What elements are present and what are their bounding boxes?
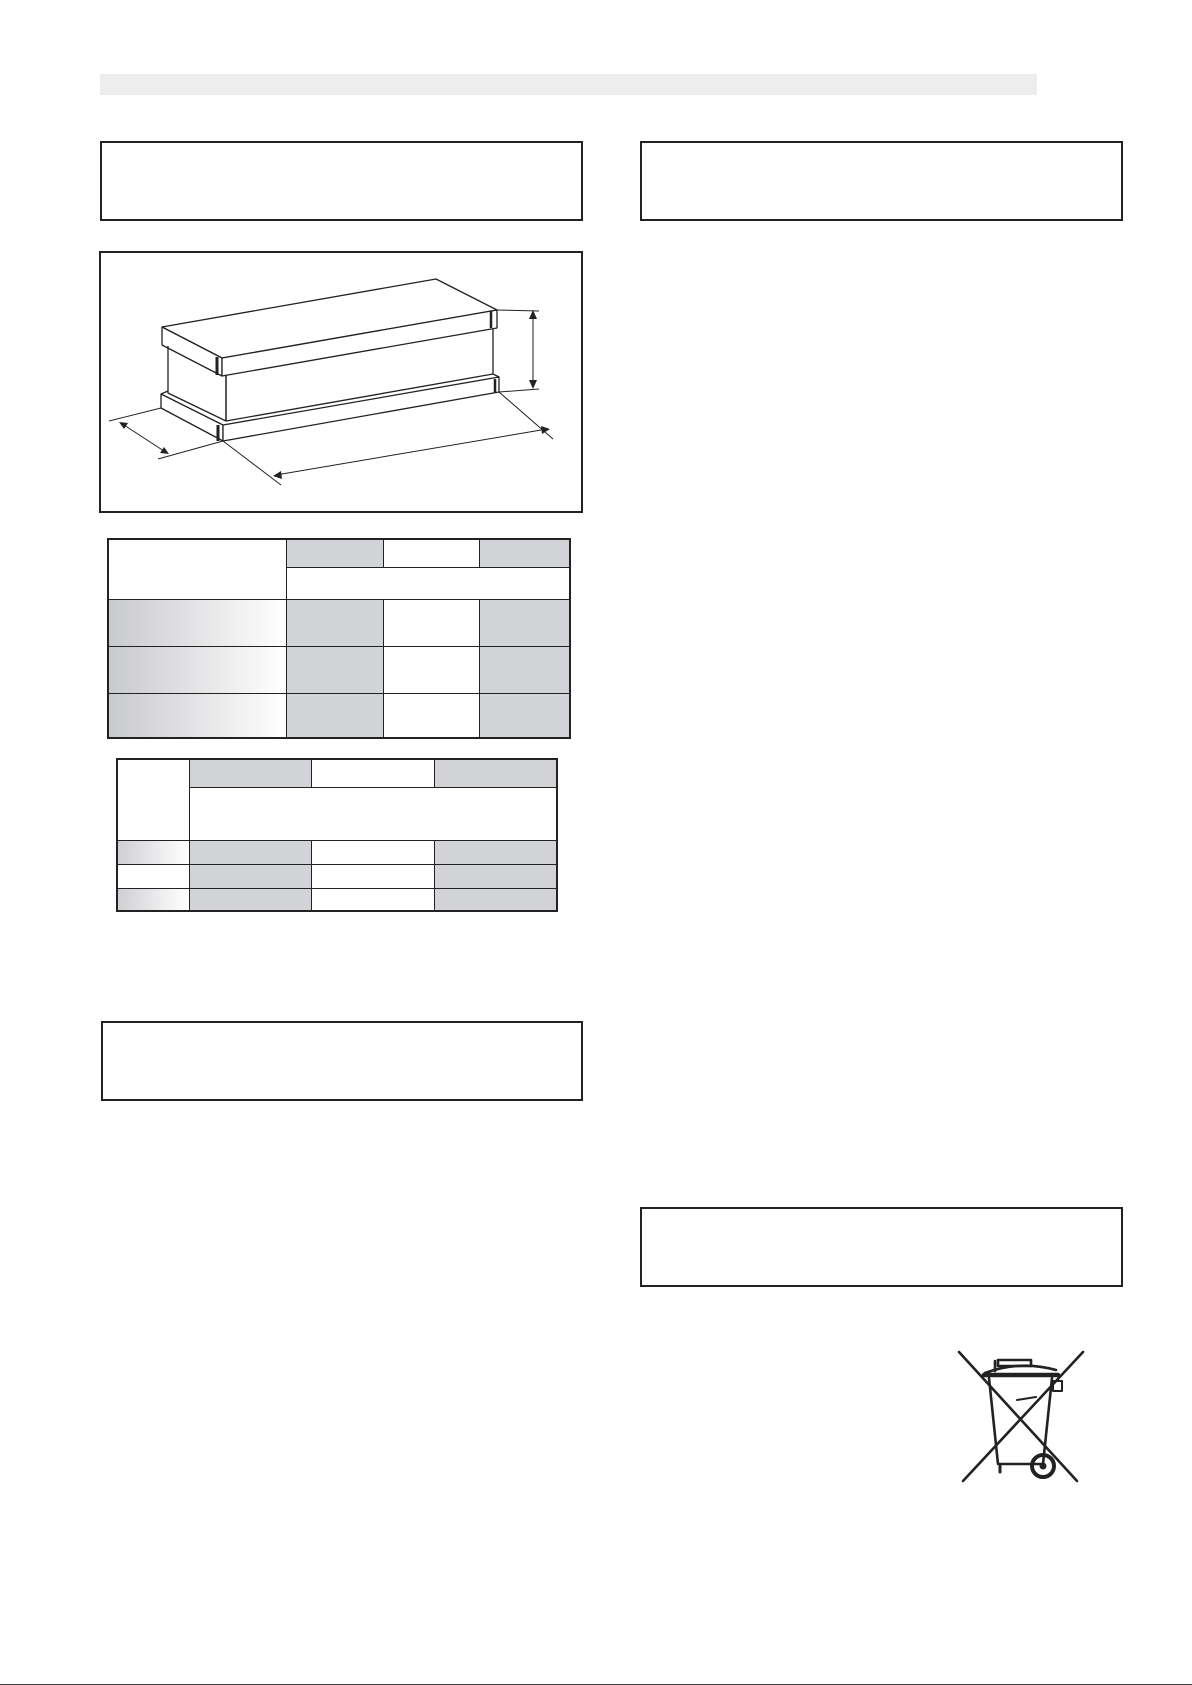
table-cell — [479, 693, 570, 738]
table-cell — [286, 693, 383, 738]
weee-symbol — [955, 1348, 1087, 1486]
table-cell — [479, 599, 570, 646]
table-cell — [311, 888, 434, 911]
table-header-cell — [108, 539, 286, 599]
table-cell — [434, 840, 557, 864]
packaging-box-dimensions-icon — [101, 253, 585, 515]
table-row — [108, 646, 570, 693]
table-row — [108, 599, 570, 646]
table-cell — [434, 888, 557, 911]
table-cell — [189, 840, 311, 864]
table-cell — [189, 888, 311, 911]
table-cell — [383, 693, 479, 738]
table-header-cell — [189, 759, 311, 787]
table-row-label — [117, 888, 189, 911]
section-heading-right-bottom — [640, 1207, 1123, 1287]
table-row-label — [108, 599, 286, 646]
table-row — [117, 864, 557, 888]
table-header-cell — [434, 759, 557, 787]
dimensions-table-top — [107, 538, 571, 739]
table-cell — [286, 599, 383, 646]
table-row — [117, 840, 557, 864]
table-cell — [189, 864, 311, 888]
table-cell — [311, 864, 434, 888]
table-row-label — [108, 646, 286, 693]
table-header-cell — [117, 759, 189, 840]
table-row-label — [117, 840, 189, 864]
table-header-cell — [479, 539, 570, 567]
table-cell — [434, 864, 557, 888]
header-bar — [100, 74, 1037, 95]
crossed-out-wheelie-bin-icon — [955, 1348, 1087, 1486]
table-header-cell — [383, 539, 479, 567]
box-dimensions-figure — [99, 251, 583, 513]
table-header-cell — [286, 539, 383, 567]
table-header-cell — [311, 759, 434, 787]
table-cell — [383, 646, 479, 693]
section-heading-left-top — [100, 141, 583, 221]
table-unit-row — [286, 567, 570, 599]
section-heading-left-bottom — [101, 1021, 583, 1101]
table-row-label — [117, 864, 189, 888]
table-cell — [383, 599, 479, 646]
table-unit-row — [189, 787, 557, 840]
table-cell — [286, 646, 383, 693]
section-heading-right-top — [640, 141, 1123, 221]
table-row — [117, 888, 557, 911]
table-row — [108, 693, 570, 738]
dimensions-table-bottom — [116, 758, 558, 912]
table-row-label — [108, 693, 286, 738]
table-cell — [311, 840, 434, 864]
table-cell — [479, 646, 570, 693]
